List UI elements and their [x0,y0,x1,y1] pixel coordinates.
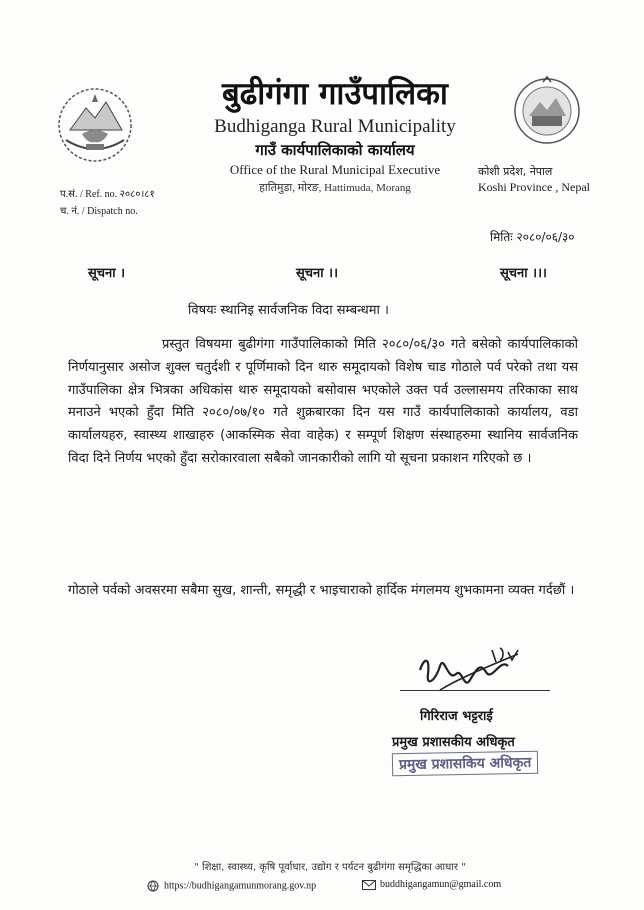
email-address[interactable]: buddhigangamun@gmail.com [380,879,502,890]
website-url[interactable]: https://budhigangamunmorang.gov.np [164,880,317,892]
municipality-name-nepali: बुढीगंगा गाउँपालिका [222,76,448,112]
mail-icon [362,880,376,890]
body-paragraph-2: गोठाले पर्वको अवसरमा सबैमा सुख, शान्ती, समृद्धी र भाइचाराको हार्दिक मंगलमय शुभकामना व्यक्त गर्दछौं । [68,583,575,598]
notice-title-2: सूचना ।। [296,266,339,281]
signatory-name: गिरिराज भट्टराई [420,709,493,724]
notice-title-1: सूचना । [88,266,126,281]
office-address: हातिमुडा, मोरङ, Hattimuda, Morang [259,182,411,194]
signatory-designation: प्रमुख प्रशासकीय अधिकृत [392,735,515,750]
province-nepali: कोशी प्रदेश, नेपाल [478,165,553,178]
footer-email[interactable] [362,879,501,890]
municipality-name-english: Budhiganga Rural Municipality [214,116,456,137]
letter-subject: विषयः स्थानिइ सार्वजनिक विदा सम्बन्धमा । [188,303,389,318]
nepal-emblem-icon [52,82,138,168]
globe-icon [146,880,160,892]
letter-date: मितिः २०८०/०६/३० [490,230,575,244]
reference-number: प.सं. / Ref. no. २०८०।८१ [60,189,155,200]
body-paragraph-1-text: प्रस्तुत विषयमा बुढीगंगा गाउँपालिकाको मिति २०८०/०६/३० गते बसेको कार्यपालिकाको निर्णयानुसार असोज शुक्ल चतुर्दशी र पूर्णिमाको दिन थारु समूदायको विशेष चाड गोठाले पर्व परेको तथा यस गाउँपालिका क्षेत्र भित्रका अधिकांस थारु समूदायको बसोवास भएकोले उक्त पर्व उल्लासमय तरिकाका साथ मनाउने भएको हुँदा मिति २०८०/०७/१० गते शुक्रबारका दिन यस गाउँ कार्यपालिकाको कार्यालय, वडा कार्यालयहरु, स्वास्थ्य शाखाहरु (आकस्मिक सेवा वाहेक) र सम्पूर्ण शिक्षण संस्थाहरुमा स्थानिय सार्वजनिक विदा दिने निर्णय भएको हुँदा सरोकारवाला सबैको जानकारीको लागि यो सूचना प्रकाशन गरिएको छ । [68,337,578,466]
footer-website[interactable] [146,880,316,892]
body-paragraph-1 [68,334,578,471]
notice-title-3: सूचना ।।। [500,266,547,281]
designation-stamp: प्रमुख प्रशासकिय अधिकृत [392,751,539,777]
province-english: Koshi Province , Nepal [478,180,590,194]
dispatch-number: च. नं. / Dispatch no. [60,206,138,217]
office-name-nepali: गाउँ कार्यपालिकाको कार्यालय [255,141,415,159]
signature-image [400,640,540,704]
office-name-english: Office of the Rural Municipal Executive [229,162,441,177]
footer-motto: " शिक्षा, स्वास्थ्य, कृषि पूर्वाधार, उद्योग र पर्यटन बुढीगंगा समृद्धिका आधार " [194,862,466,873]
municipality-logo-icon [512,74,582,148]
signature-line [400,690,550,691]
